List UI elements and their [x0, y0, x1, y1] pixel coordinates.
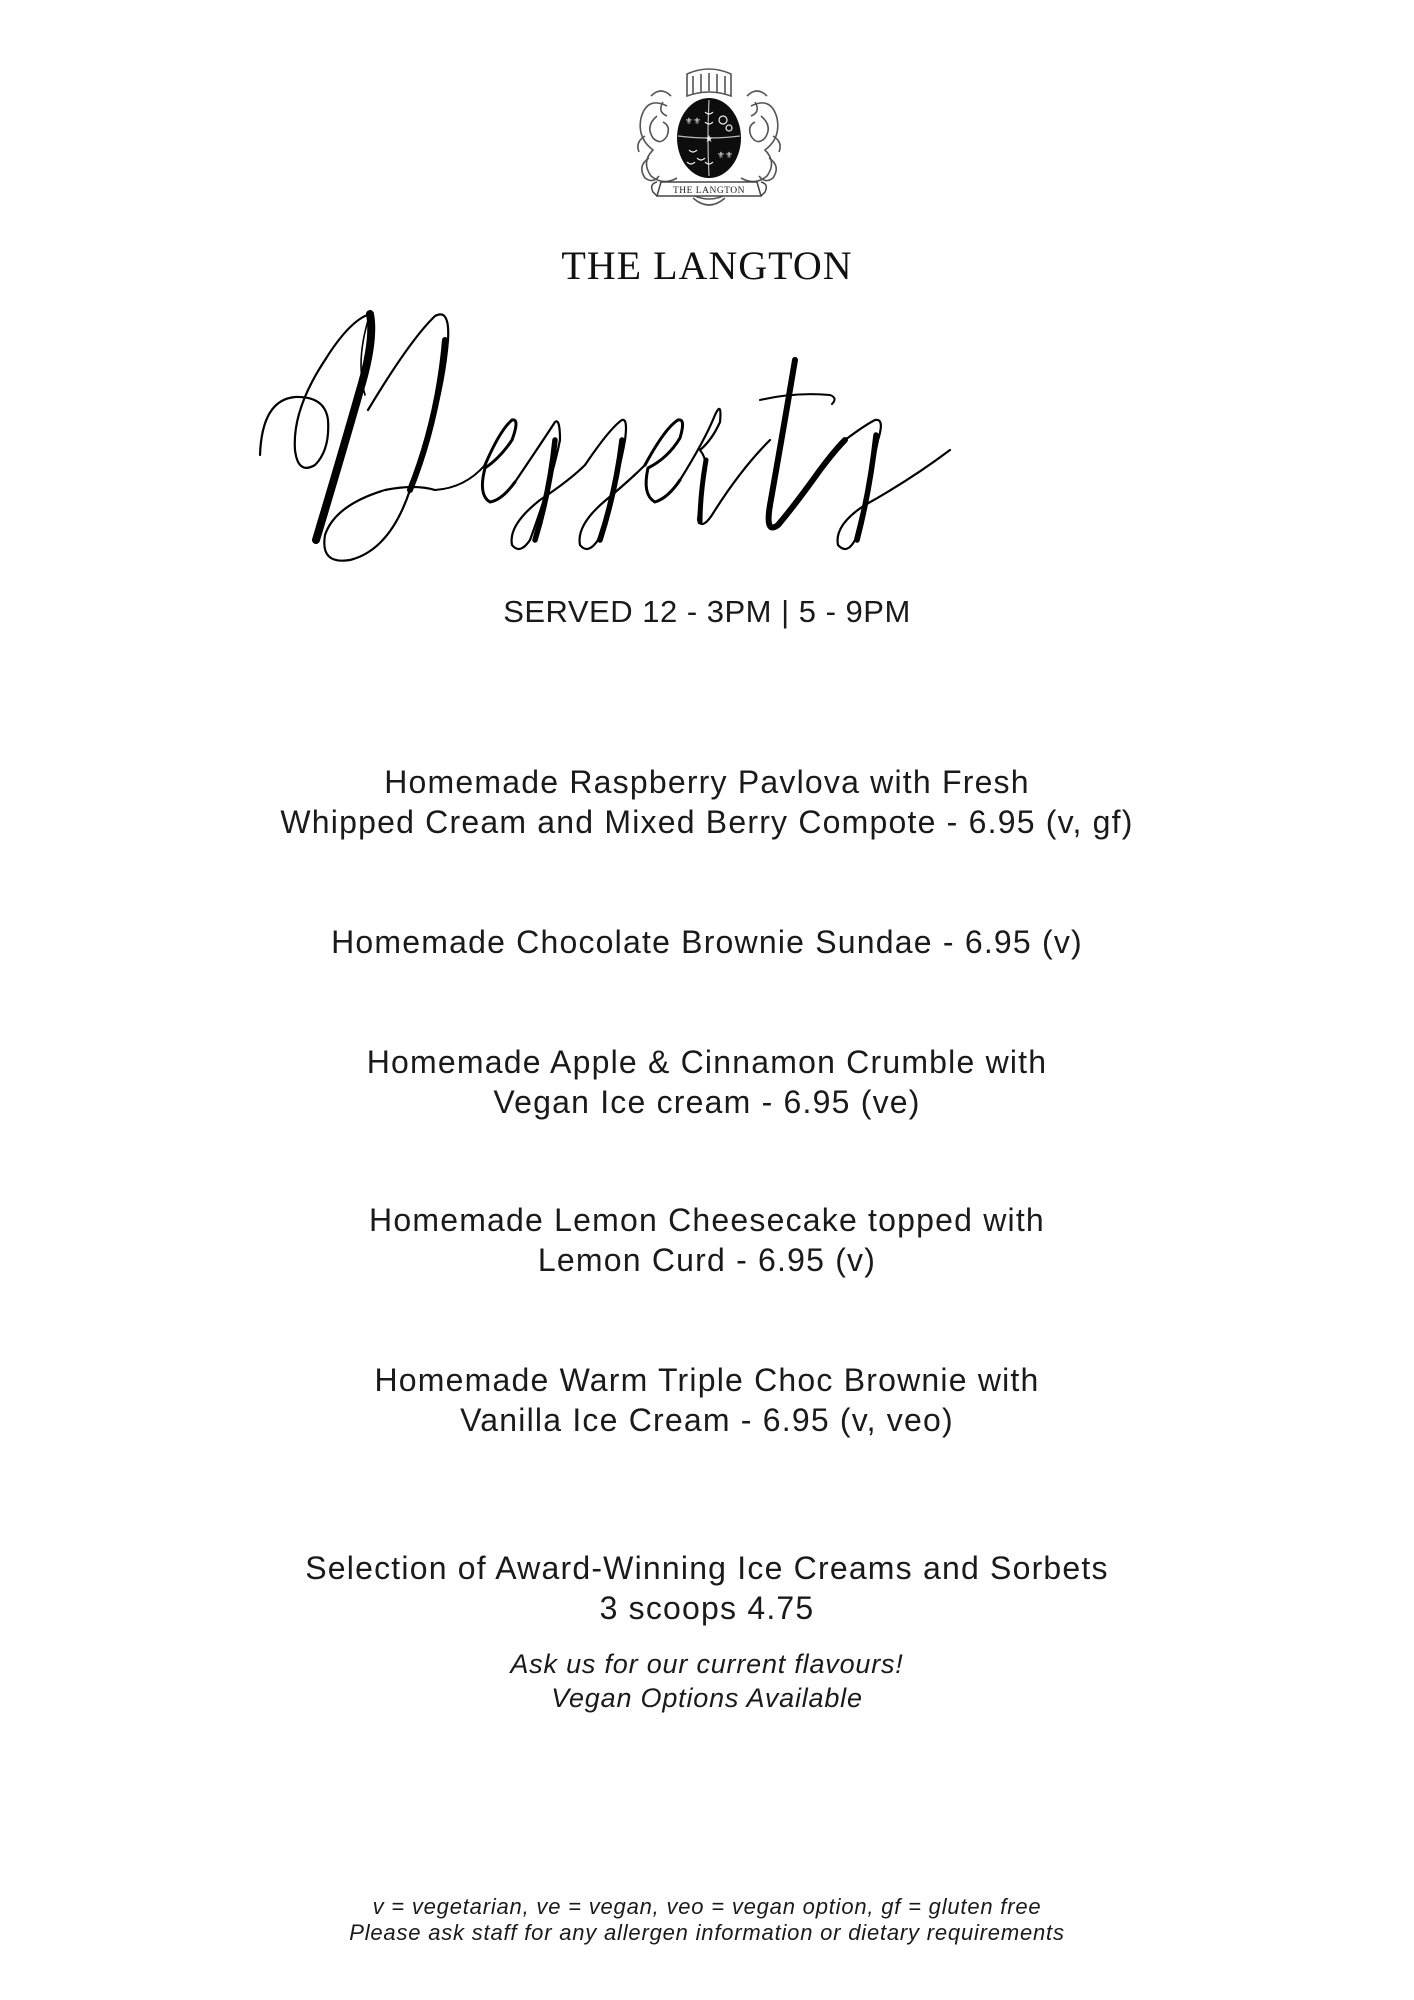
menu-item-line: Vanilla Ice Cream - 6.95 (v, veo): [460, 1402, 954, 1438]
menu-item-line: Vegan Ice cream - 6.95 (ve): [493, 1084, 921, 1120]
brand-name: THE LANGTON: [561, 243, 853, 288]
svg-text:⚜⚜: ⚜⚜: [716, 151, 734, 161]
desserts-script-title: [250, 300, 1150, 590]
svg-text:⚜⚜: ⚜⚜: [684, 117, 702, 127]
flavours-note: Ask us for our current flavours!: [510, 1649, 904, 1679]
dietary-legend: v = vegetarian, ve = vegan, veo = vegan option, gf = gluten free: [372, 1894, 1042, 1919]
menu-item-line: Lemon Curd - 6.95 (v): [537, 1242, 877, 1278]
menu-item-triple-choc-brownie: [0, 1360, 1414, 1440]
vegan-options-note: Vegan Options Available: [551, 1683, 863, 1713]
svg-text:★: ★: [704, 134, 714, 145]
menu-item-line: Selection of Award-Winning Ice Creams and Sorbets: [305, 1550, 1109, 1586]
menu-item-ice-cream-selection: [0, 1548, 1414, 1628]
footer-legend: [0, 1894, 1414, 1946]
menu-item-pavlova: [0, 762, 1414, 842]
menu-item-line: Homemade Apple & Cinnamon Crumble with: [366, 1044, 1048, 1080]
menu-item-apple-crumble: [0, 1042, 1414, 1122]
menu-item-line: Homemade Raspberry Pavlova with Fresh: [384, 764, 1030, 800]
menu-item-line: Homemade Chocolate Brownie Sundae - 6.95 (v): [331, 924, 1083, 960]
ice-cream-notes: [0, 1647, 1414, 1715]
served-hours: SERVED 12 - 3PM | 5 - 9PM: [503, 594, 911, 629]
svg-text:THE LANGTON: THE LANGTON: [672, 186, 746, 196]
menu-item-price: 3 scoops 4.75: [599, 1590, 815, 1626]
menu-item-brownie-sundae: [0, 922, 1414, 962]
allergen-note: Please ask staff for any allergen information or dietary requirements: [349, 1920, 1065, 1945]
menu-item-line: Homemade Lemon Cheesecake topped with: [369, 1202, 1045, 1238]
menu-item-lemon-cheesecake: [0, 1200, 1414, 1280]
menu-item-line: Whipped Cream and Mixed Berry Compote - 6.95 (v, gf): [280, 804, 1134, 840]
crest-logo-icon: [627, 66, 791, 214]
menu-item-line: Homemade Warm Triple Choc Brownie with: [374, 1362, 1040, 1398]
